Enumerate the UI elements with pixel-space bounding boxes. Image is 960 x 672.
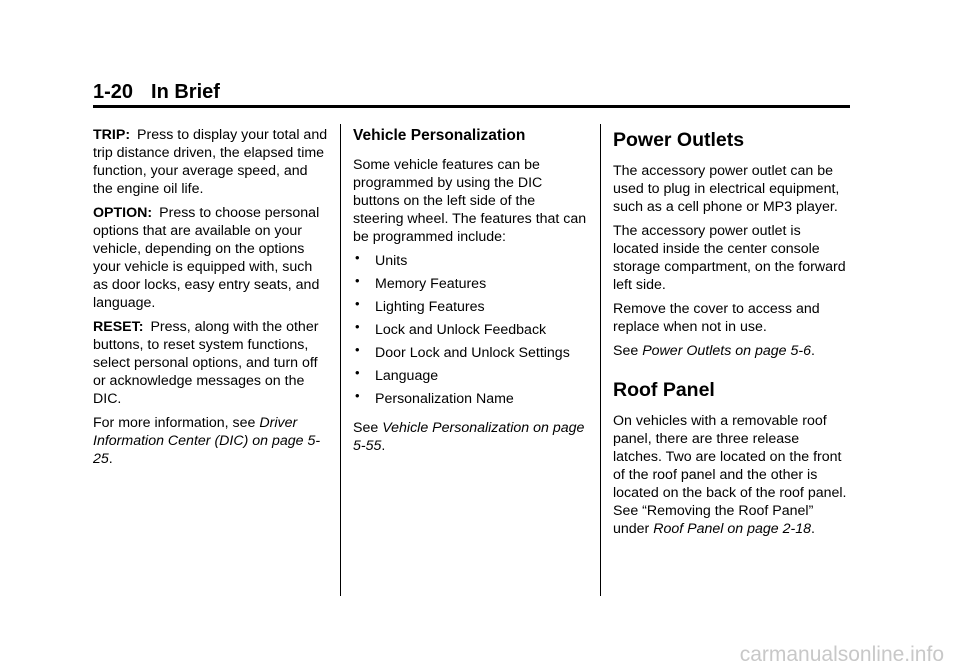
see-suffix: . bbox=[381, 438, 386, 454]
trip-paragraph bbox=[93, 126, 329, 198]
section-title: In Brief bbox=[151, 81, 220, 103]
column-left bbox=[93, 126, 329, 474]
watermark: carmanualsonline.info bbox=[739, 643, 944, 666]
bullet-icon: • bbox=[355, 319, 360, 334]
reset-paragraph bbox=[93, 318, 329, 408]
power-outlets-see-paragraph bbox=[613, 342, 849, 360]
column-divider bbox=[340, 124, 341, 596]
see-prefix: See bbox=[353, 420, 379, 436]
bullet-icon: • bbox=[355, 296, 360, 311]
page-number: 1-20 bbox=[93, 81, 134, 103]
feature-label: Memory Features bbox=[375, 276, 487, 292]
feature-label: Lighting Features bbox=[375, 299, 485, 315]
roof-suffix: . bbox=[811, 521, 815, 537]
column-divider bbox=[600, 124, 601, 596]
option-text: Press to choose personal options that are available on your vehicle, depending on the options your vehicle is equipped with, such as door locks, easy entry seats, and language. bbox=[93, 205, 320, 311]
personalization-page-reference[interactable]: Vehicle Personalization on page 5-55 bbox=[353, 420, 585, 454]
power-outlets-heading: Power Outlets bbox=[613, 129, 745, 151]
bullet-icon: • bbox=[355, 250, 360, 265]
see-suffix: . bbox=[810, 343, 815, 359]
personalization-see-paragraph bbox=[353, 419, 589, 455]
list-item bbox=[353, 390, 589, 413]
personalization-intro: Some vehicle features can be programmed by using the DIC buttons on the left side of the steering wheel. The features that can be programmed include: bbox=[353, 157, 587, 245]
list-item bbox=[353, 321, 589, 344]
list-item bbox=[353, 275, 589, 298]
reset-text: Press, along with the other buttons, to reset system functions, select personal options, and turn off or acknowledge messages on the DIC. bbox=[93, 319, 319, 407]
list-item bbox=[353, 298, 589, 321]
power-outlets-paragraph: Remove the cover to access and replace when not in use. bbox=[613, 301, 820, 335]
trip-label: TRIP: bbox=[93, 127, 131, 143]
power-outlets-paragraph: The accessory power outlet can be used to plug in electrical equipment, such as a cell phone or MP3 player. bbox=[613, 163, 840, 215]
roof-panel-text: On vehicles with a removable roof panel, there are three release latches. Two are located on the front of the roof panel and the other is located on the back of the roof panel. See “Removing the Roof Panel” under bbox=[613, 413, 847, 537]
column-middle bbox=[353, 126, 589, 461]
page-header bbox=[93, 80, 850, 108]
column-right bbox=[613, 126, 849, 544]
list-item bbox=[353, 344, 589, 367]
bullet-icon: • bbox=[355, 273, 360, 288]
more-info-prefix: For more information, see bbox=[93, 415, 256, 431]
feature-list bbox=[353, 252, 589, 413]
power-outlets-page-reference[interactable]: Power Outlets on page 5-6 bbox=[642, 343, 811, 359]
feature-label: Door Lock and Unlock Settings bbox=[375, 345, 570, 361]
power-outlets-paragraph: The accessory power outlet is located inside the center console storage compartment, on the forward left side. bbox=[613, 223, 846, 293]
feature-label: Units bbox=[375, 253, 408, 269]
list-item bbox=[353, 252, 589, 275]
roof-panel-paragraph bbox=[613, 412, 849, 538]
reset-label: RESET: bbox=[93, 319, 144, 335]
bullet-icon: • bbox=[355, 388, 360, 403]
list-item bbox=[353, 367, 589, 390]
option-paragraph bbox=[93, 204, 329, 312]
trip-text: Press to display your total and trip distance driven, the elapsed time function, your average speed, and the engine oil life. bbox=[93, 127, 328, 197]
feature-label: Lock and Unlock Feedback bbox=[375, 322, 547, 338]
more-info-paragraph bbox=[93, 414, 329, 468]
more-info-suffix: . bbox=[108, 451, 113, 467]
see-prefix: See bbox=[613, 343, 639, 359]
option-label: OPTION: bbox=[93, 205, 153, 221]
dic-page-reference[interactable]: Driver Information Center (DIC) on page 5-25 bbox=[93, 415, 321, 467]
feature-label: Personalization Name bbox=[375, 391, 514, 407]
roof-panel-heading: Roof Panel bbox=[613, 379, 715, 401]
roof-panel-page-reference[interactable]: Roof Panel on page 2-18 bbox=[653, 521, 812, 537]
bullet-icon: • bbox=[355, 365, 360, 380]
vehicle-personalization-heading: Vehicle Personalization bbox=[353, 127, 526, 144]
bullet-icon: • bbox=[355, 342, 360, 357]
feature-label: Language bbox=[375, 368, 439, 384]
